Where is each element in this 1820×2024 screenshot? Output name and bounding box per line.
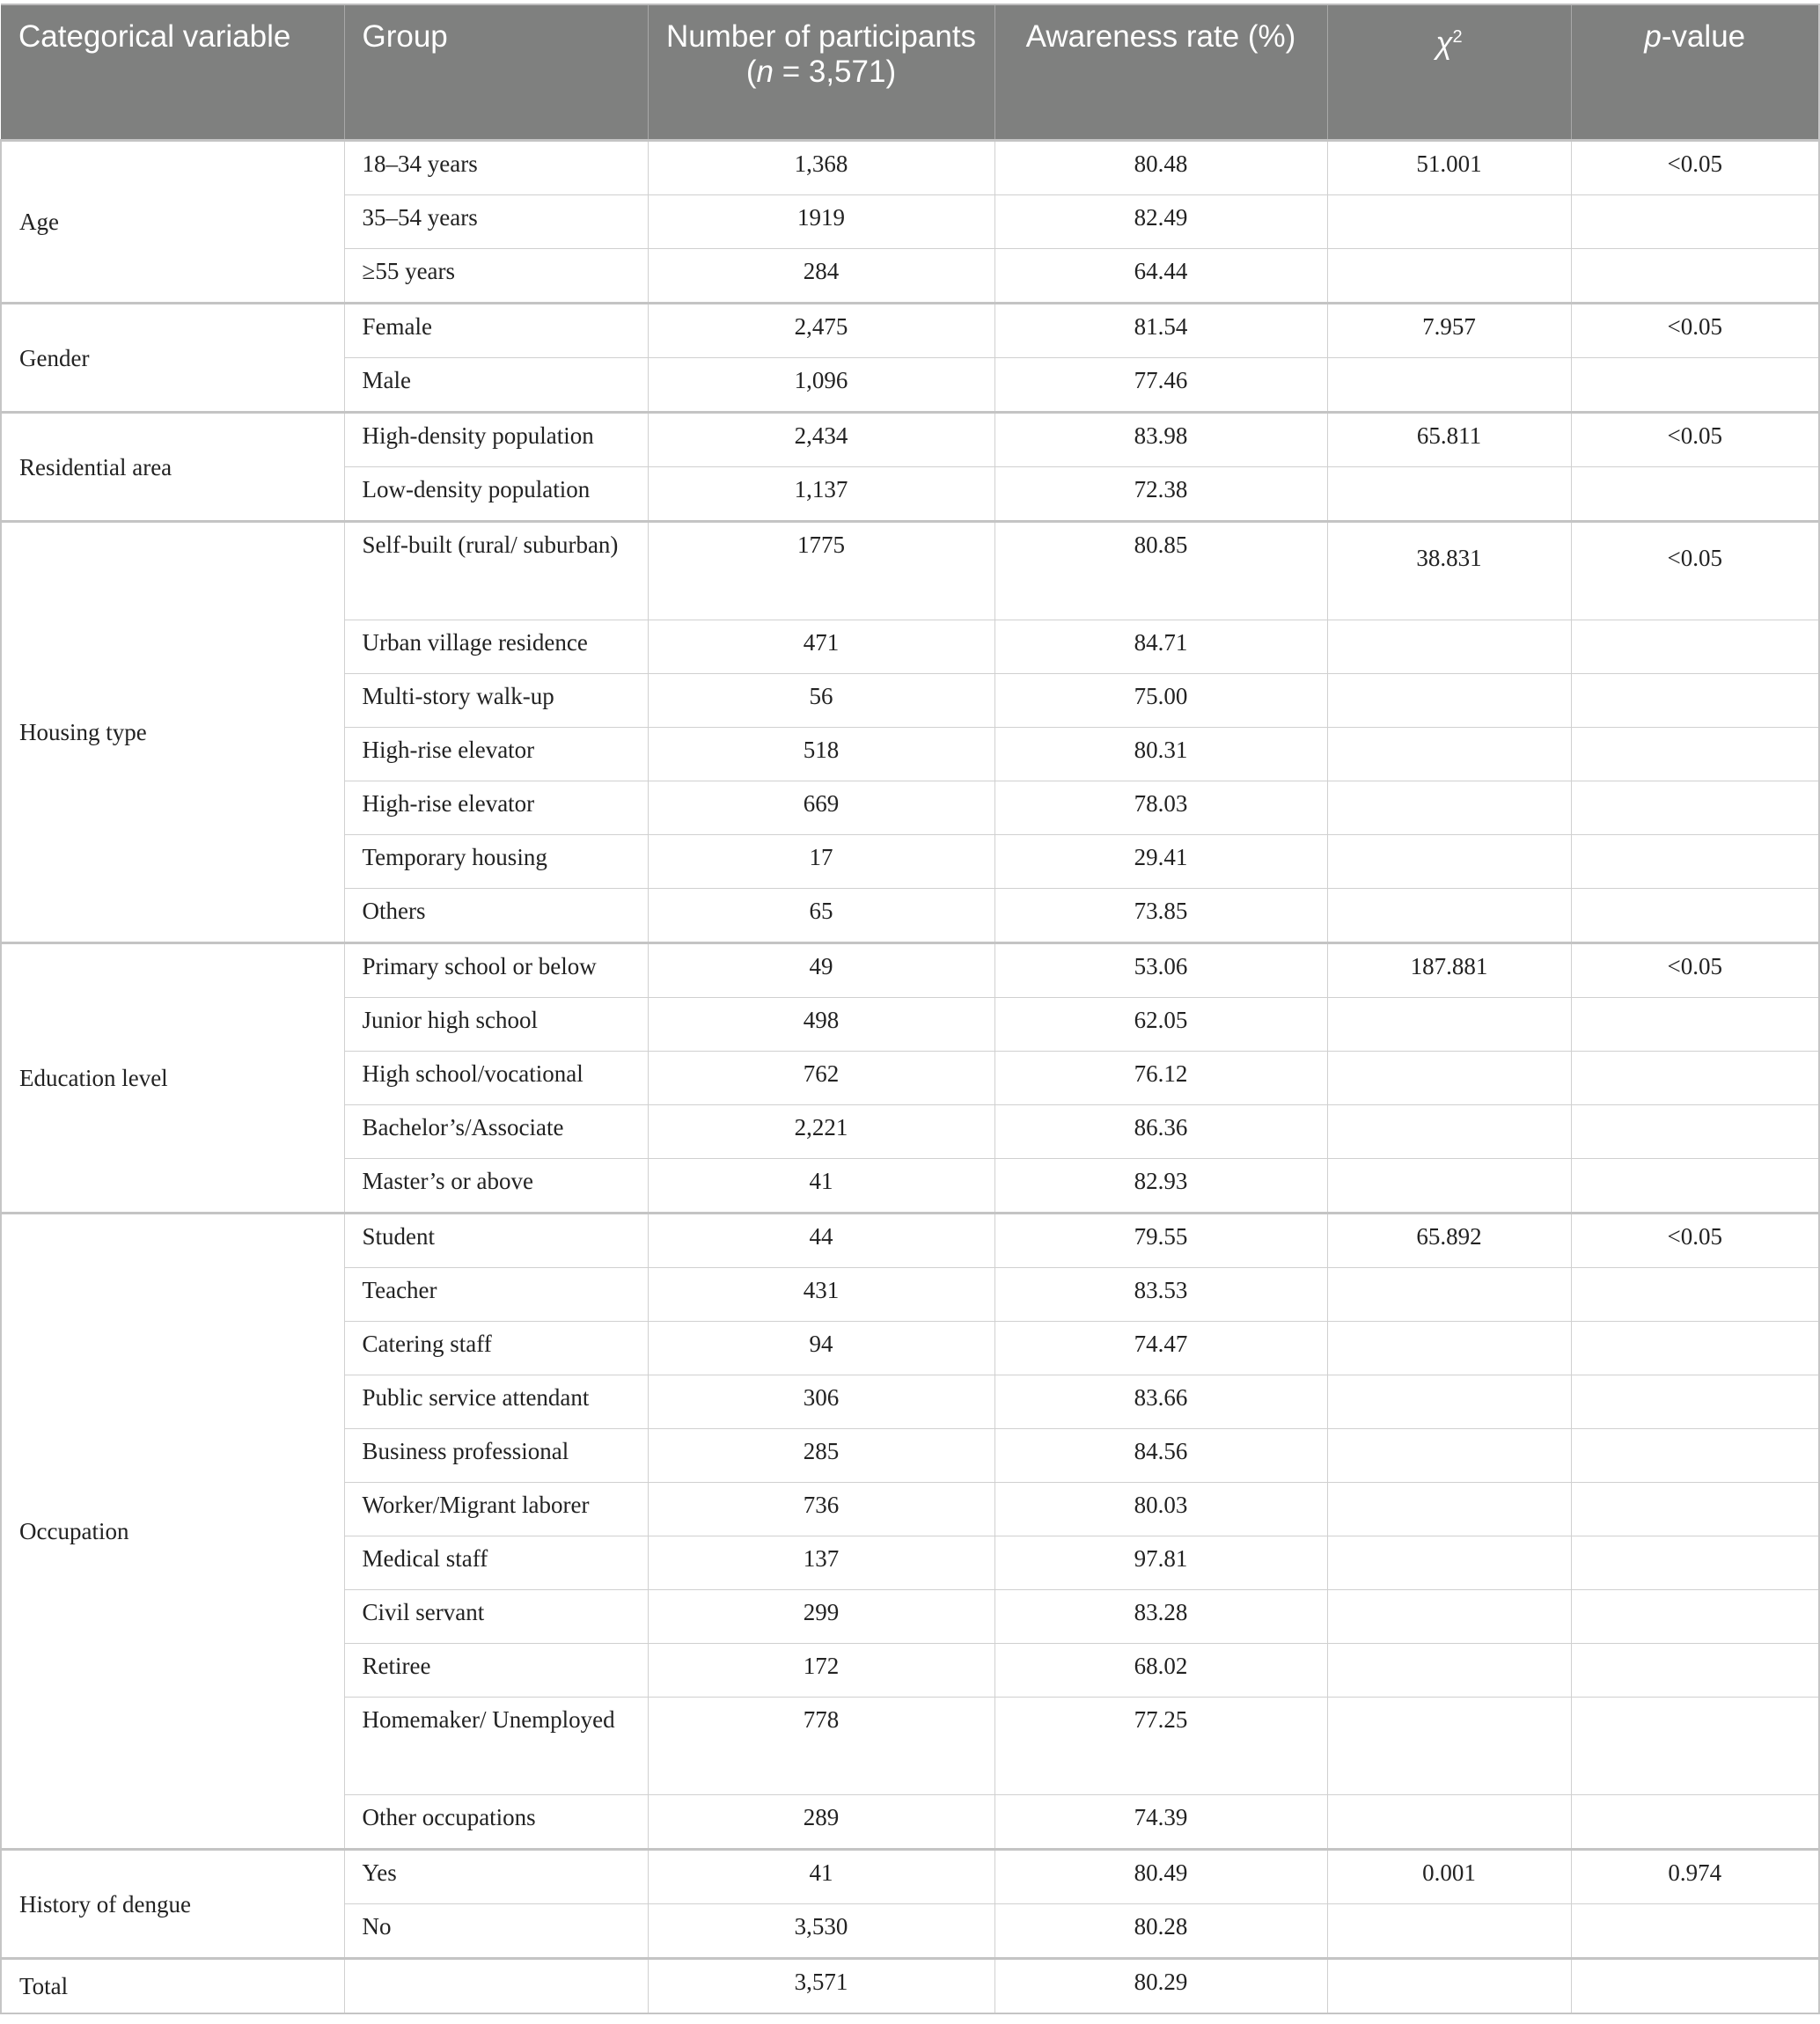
table-row xyxy=(1,1214,1819,1268)
participants-cell: 1,137 xyxy=(648,467,994,522)
participants-cell: 778 xyxy=(648,1698,994,1795)
chi-square-cell xyxy=(1327,1590,1571,1644)
chi-square-cell: 0.001 xyxy=(1327,1850,1571,1904)
participants-cell: 2,221 xyxy=(648,1105,994,1159)
group-cell: Primary school or below xyxy=(344,943,648,998)
group-cell: Junior high school xyxy=(344,998,648,1052)
group-cell: Student xyxy=(344,1214,648,1268)
group-cell: High-density population xyxy=(344,413,648,467)
group-cell: Retiree xyxy=(344,1644,648,1698)
p-value-cell xyxy=(1571,1105,1819,1159)
participants-cell: 2,475 xyxy=(648,304,994,358)
chi-square-cell xyxy=(1327,1105,1571,1159)
awareness-cell: 82.93 xyxy=(994,1159,1327,1214)
chi-superscript: 2 xyxy=(1452,27,1463,47)
table-row xyxy=(1,141,1819,195)
group-cell: 35–54 years xyxy=(344,195,648,249)
chi-square-cell: 7.957 xyxy=(1327,304,1571,358)
chi-square-cell xyxy=(1327,1052,1571,1105)
participants-cell: 736 xyxy=(648,1483,994,1536)
chi-square-cell xyxy=(1327,467,1571,522)
p-value-cell: <0.05 xyxy=(1571,522,1819,620)
chi-square-cell: 51.001 xyxy=(1327,141,1571,195)
p-value-cell xyxy=(1571,1795,1819,1850)
chi-square-cell xyxy=(1327,728,1571,781)
group-cell: Civil servant xyxy=(344,1590,648,1644)
awareness-cell: 84.71 xyxy=(994,620,1327,674)
group-cell: Multi-story walk-up xyxy=(344,674,648,728)
header-participants xyxy=(648,4,994,141)
variable-cell: History of dengue xyxy=(1,1850,344,1959)
header-group: Group xyxy=(344,4,648,141)
group-cell: Urban village residence xyxy=(344,620,648,674)
chi-square-cell xyxy=(1327,889,1571,943)
variable-cell: Age xyxy=(1,141,344,304)
awareness-cell: 76.12 xyxy=(994,1052,1327,1105)
participants-cell: 17 xyxy=(648,835,994,889)
chi-square-cell xyxy=(1327,1536,1571,1590)
header-p-value xyxy=(1571,4,1819,141)
p-value-cell xyxy=(1571,728,1819,781)
p-value-cell xyxy=(1571,358,1819,413)
participants-cell: 471 xyxy=(648,620,994,674)
participants-cell: 44 xyxy=(648,1214,994,1268)
awareness-cell: 73.85 xyxy=(994,889,1327,943)
p-value-cell xyxy=(1571,1322,1819,1375)
p-value-cell xyxy=(1571,1268,1819,1322)
awareness-cell: 72.38 xyxy=(994,467,1327,522)
table-body xyxy=(1,141,1819,2014)
chi-square-cell xyxy=(1327,998,1571,1052)
group-cell: Other occupations xyxy=(344,1795,648,1850)
p-value-cell: <0.05 xyxy=(1571,413,1819,467)
participants-cell: 94 xyxy=(648,1322,994,1375)
group-cell: Business professional xyxy=(344,1429,648,1483)
participants-cell: 2,434 xyxy=(648,413,994,467)
awareness-cell: 80.31 xyxy=(994,728,1327,781)
awareness-cell: 80.85 xyxy=(994,522,1327,620)
p-value-cell: <0.05 xyxy=(1571,304,1819,358)
awareness-cell: 53.06 xyxy=(994,943,1327,998)
p-value-cell xyxy=(1571,195,1819,249)
group-cell: Public service attendant xyxy=(344,1375,648,1429)
p-value-cell xyxy=(1571,835,1819,889)
variable-cell: Occupation xyxy=(1,1214,344,1850)
awareness-cell: 78.03 xyxy=(994,781,1327,835)
awareness-cell: 83.66 xyxy=(994,1375,1327,1429)
participants-cell: 284 xyxy=(648,249,994,304)
group-cell: No xyxy=(344,1904,648,1959)
awareness-cell: 83.53 xyxy=(994,1268,1327,1322)
participants-cell: 498 xyxy=(648,998,994,1052)
awareness-cell: 80.49 xyxy=(994,1850,1327,1904)
group-cell: Female xyxy=(344,304,648,358)
awareness-cell: 29.41 xyxy=(994,835,1327,889)
chi-square-cell xyxy=(1327,835,1571,889)
p-value-cell xyxy=(1571,674,1819,728)
p-label: -value xyxy=(1661,19,1746,54)
chi-square-cell: 65.811 xyxy=(1327,413,1571,467)
group-cell: Worker/Migrant laborer xyxy=(344,1483,648,1536)
participants-cell: 1,096 xyxy=(648,358,994,413)
awareness-cell: 80.28 xyxy=(994,1904,1327,1959)
chi-square-cell xyxy=(1327,249,1571,304)
header-n: n xyxy=(756,55,774,89)
awareness-cell: 82.49 xyxy=(994,195,1327,249)
awareness-cell: 62.05 xyxy=(994,998,1327,1052)
participants-cell: 669 xyxy=(648,781,994,835)
table-header xyxy=(1,4,1819,141)
p-value-cell xyxy=(1571,1375,1819,1429)
participants-cell: 3,530 xyxy=(648,1904,994,1959)
group-cell: Medical staff xyxy=(344,1536,648,1590)
chi-square-cell xyxy=(1327,1698,1571,1795)
awareness-cell: 75.00 xyxy=(994,674,1327,728)
chi-square-cell xyxy=(1327,674,1571,728)
header-categorical-variable: Categorical variable xyxy=(1,4,344,141)
participants-cell: 41 xyxy=(648,1850,994,1904)
p-value-cell xyxy=(1571,620,1819,674)
p-value-cell xyxy=(1571,1429,1819,1483)
header-paren: ( xyxy=(745,55,757,89)
p-value-cell xyxy=(1571,889,1819,943)
group-cell: Temporary housing xyxy=(344,835,648,889)
chi-square-cell xyxy=(1327,1429,1571,1483)
awareness-cell: 81.54 xyxy=(994,304,1327,358)
table-row xyxy=(1,304,1819,358)
table-row xyxy=(1,522,1819,620)
chi-square-cell: 65.892 xyxy=(1327,1214,1571,1268)
p-value-cell: <0.05 xyxy=(1571,1214,1819,1268)
p-value-cell xyxy=(1571,1052,1819,1105)
participants-cell: 289 xyxy=(648,1795,994,1850)
p-value-cell: <0.05 xyxy=(1571,943,1819,998)
p-value-cell xyxy=(1571,467,1819,522)
participants-cell: 1,368 xyxy=(648,141,994,195)
p-value-cell xyxy=(1571,1959,1819,2014)
chi-square-cell xyxy=(1327,781,1571,835)
header-n-value: = 3,571) xyxy=(773,55,897,89)
participants-cell: 306 xyxy=(648,1375,994,1429)
chi-square-cell xyxy=(1327,1644,1571,1698)
awareness-cell: 86.36 xyxy=(994,1105,1327,1159)
header-participants-label: Number of participants xyxy=(665,19,977,54)
group-cell: Homemaker/ Unemployed xyxy=(344,1698,648,1795)
p-value-cell xyxy=(1571,249,1819,304)
awareness-cell: 68.02 xyxy=(994,1644,1327,1698)
participants-cell: 431 xyxy=(648,1268,994,1322)
awareness-cell: 80.29 xyxy=(994,1959,1327,2014)
table-row xyxy=(1,1959,1819,2014)
group-cell: High school/vocational xyxy=(344,1052,648,1105)
participants-cell: 172 xyxy=(648,1644,994,1698)
participants-cell: 56 xyxy=(648,674,994,728)
participants-cell: 1919 xyxy=(648,195,994,249)
group-cell: High-rise elevator xyxy=(344,728,648,781)
group-cell: ≥55 years xyxy=(344,249,648,304)
chi-square-cell xyxy=(1327,1959,1571,2014)
participants-cell: 41 xyxy=(648,1159,994,1214)
variable-cell: Residential area xyxy=(1,413,344,522)
table-row xyxy=(1,1850,1819,1904)
chi-square-cell xyxy=(1327,1904,1571,1959)
participants-cell: 49 xyxy=(648,943,994,998)
group-cell: Yes xyxy=(344,1850,648,1904)
chi-square-cell: 187.881 xyxy=(1327,943,1571,998)
participants-cell: 518 xyxy=(648,728,994,781)
awareness-cell: 79.55 xyxy=(994,1214,1327,1268)
participants-cell: 762 xyxy=(648,1052,994,1105)
p-value-cell xyxy=(1571,781,1819,835)
p-value-cell xyxy=(1571,1536,1819,1590)
chi-square-cell xyxy=(1327,358,1571,413)
group-cell: Bachelor’s/Associate xyxy=(344,1105,648,1159)
participants-cell: 299 xyxy=(648,1590,994,1644)
participants-cell: 285 xyxy=(648,1429,994,1483)
awareness-cell: 74.47 xyxy=(994,1322,1327,1375)
chi-square-cell xyxy=(1327,1322,1571,1375)
group-cell: 18–34 years xyxy=(344,141,648,195)
group-cell: Male xyxy=(344,358,648,413)
group-cell: Self-built (rural/ suburban) xyxy=(344,522,648,620)
p-value-cell xyxy=(1571,998,1819,1052)
variable-cell: Housing type xyxy=(1,522,344,943)
chi-square-cell xyxy=(1327,620,1571,674)
awareness-cell: 77.46 xyxy=(994,358,1327,413)
header-chi-square xyxy=(1327,4,1571,141)
results-table xyxy=(0,4,1820,2014)
participants-cell: 1775 xyxy=(648,522,994,620)
participants-cell: 3,571 xyxy=(648,1959,994,2014)
p-symbol: p xyxy=(1644,19,1662,54)
chi-square-cell xyxy=(1327,1795,1571,1850)
group-cell: Teacher xyxy=(344,1268,648,1322)
chi-square-cell xyxy=(1327,1375,1571,1429)
group-cell: Master’s or above xyxy=(344,1159,648,1214)
group-cell xyxy=(344,1959,648,2014)
variable-cell: Total xyxy=(1,1959,344,2014)
chi-square-cell xyxy=(1327,1159,1571,1214)
awareness-cell: 64.44 xyxy=(994,249,1327,304)
awareness-cell: 80.03 xyxy=(994,1483,1327,1536)
table-row xyxy=(1,943,1819,998)
awareness-cell: 83.98 xyxy=(994,413,1327,467)
chi-square-cell xyxy=(1327,1268,1571,1322)
awareness-cell: 83.28 xyxy=(994,1590,1327,1644)
chi-square-cell xyxy=(1327,195,1571,249)
chi-symbol: χ xyxy=(1435,26,1453,61)
p-value-cell xyxy=(1571,1904,1819,1959)
awareness-cell: 77.25 xyxy=(994,1698,1327,1795)
participants-cell: 65 xyxy=(648,889,994,943)
variable-cell: Gender xyxy=(1,304,344,413)
group-cell: Low-density population xyxy=(344,467,648,522)
p-value-cell: <0.05 xyxy=(1571,141,1819,195)
group-cell: Catering staff xyxy=(344,1322,648,1375)
p-value-cell xyxy=(1571,1698,1819,1795)
table-row xyxy=(1,413,1819,467)
awareness-cell: 84.56 xyxy=(994,1429,1327,1483)
awareness-cell: 74.39 xyxy=(994,1795,1327,1850)
variable-cell: Education level xyxy=(1,943,344,1214)
participants-cell: 137 xyxy=(648,1536,994,1590)
p-value-cell xyxy=(1571,1590,1819,1644)
awareness-cell: 97.81 xyxy=(994,1536,1327,1590)
p-value-cell xyxy=(1571,1483,1819,1536)
awareness-cell: 80.48 xyxy=(994,141,1327,195)
group-cell: High-rise elevator xyxy=(344,781,648,835)
chi-square-cell xyxy=(1327,1483,1571,1536)
p-value-cell: 0.974 xyxy=(1571,1850,1819,1904)
chi-square-cell: 38.831 xyxy=(1327,522,1571,620)
p-value-cell xyxy=(1571,1644,1819,1698)
header-awareness: Awareness rate (%) xyxy=(994,4,1327,141)
p-value-cell xyxy=(1571,1159,1819,1214)
group-cell: Others xyxy=(344,889,648,943)
